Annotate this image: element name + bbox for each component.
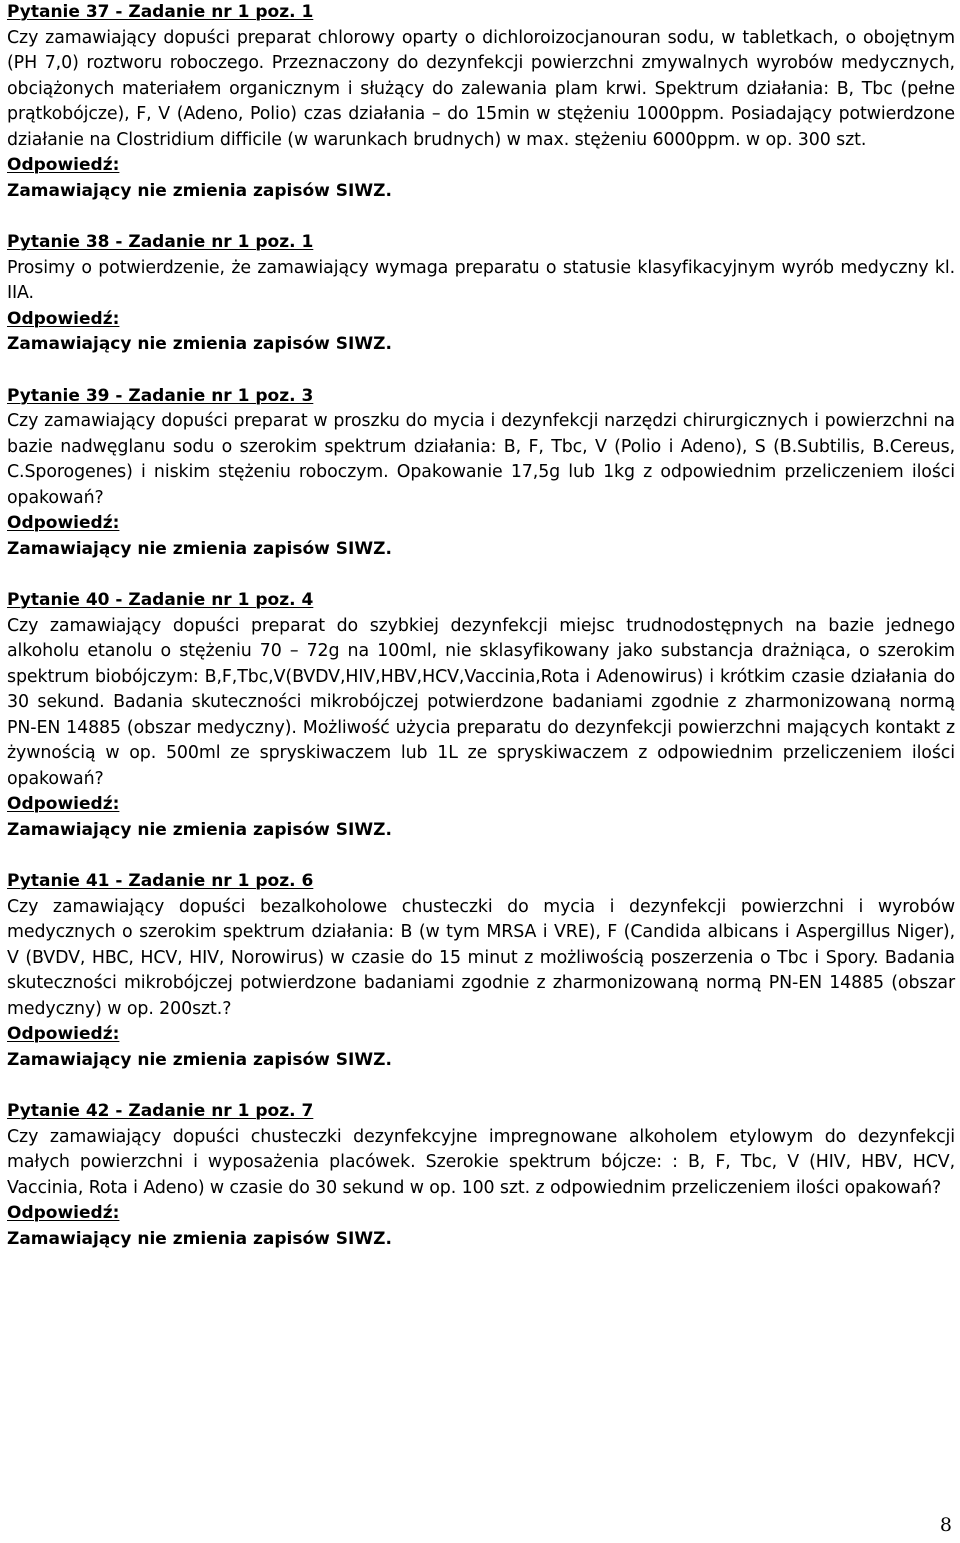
answer-label: Odpowiedź:	[7, 1203, 120, 1223]
answer-text: Zamawiający nie zmienia zapisów SIWZ.	[7, 334, 392, 354]
question-text: Czy zamawiający dopuści preparat w proszku do mycia i dezynfekcji narzędzi chirurgicznych i powierzchni na bazie nadwęglanu sodu o szerokim spektrum działania: B, F, Tbc, V (Polio i Adeno), S (B.Subtilis, B.Cereus, C.Sporogenes) i niskim stężeniu roboczym. Opakowanie 17,5g lub 1kg z odpowiednim przeliczeniem ilości opakowań?	[7, 411, 955, 508]
question-block-40	[7, 588, 955, 843]
question-text: Prosimy o potwierdzenie, że zamawiający wymaga preparatu o statusie klasyfikacyjnym wyrób medyczny kl. IIA.	[7, 257, 955, 303]
answer-label: Odpowiedź:	[7, 794, 120, 814]
question-block-42	[7, 1099, 955, 1252]
answer-label: Odpowiedź:	[7, 513, 120, 533]
question-text: Czy zamawiający dopuści chusteczki dezynfekcyjne impregnowane alkoholem etylowym do dezynfekcji małych powierzchni i wyposażenia placówek. Szerokie spektrum bójcze: : B, F, Tbc, V (HIV, HBV, HCV, Vaccinia, Rota i Adeno) w czasie do 30 sekund w op. 100 szt. z odpowiednim przeliczeniem ilości opakowań?	[7, 1126, 955, 1198]
answer-label: Odpowiedź:	[7, 155, 120, 175]
answer-text: Zamawiający nie zmienia zapisów SIWZ.	[7, 180, 392, 201]
answer-text: Zamawiający nie zmienia zapisów SIWZ.	[7, 1049, 392, 1070]
question-title: Pytanie 40 - Zadanie nr 1 poz. 4	[7, 590, 314, 610]
question-title: Pytanie 42 - Zadanie nr 1 poz. 7	[7, 1101, 314, 1121]
question-text: Czy zamawiający dopuści bezalkoholowe chusteczki do mycia i dezynfekcji powierzchni i wyrobów medycznych o szerokim spektrum działania: B (w tym MRSA i VRE), F (Candida albicans i Aspergillus Niger), V (BVDV, HBC, HCV, HIV, Norowirus) w czasie do 15 minut z możliwością poszerzenia o Tbc i Spory. Badania skuteczności mikrobójczej potwierdzone badaniami zgodnie z zharmonizowaną normą PN-EN 14885 (obszar medyczny) w op. 200szt.?	[7, 896, 955, 1019]
question-title: Pytanie 41 - Zadanie nr 1 poz. 6	[7, 871, 314, 891]
question-title: Pytanie 37 - Zadanie nr 1 poz. 1	[7, 2, 314, 22]
answer-text: Zamawiający nie zmienia zapisów SIWZ.	[7, 1228, 392, 1249]
question-block-41	[7, 869, 955, 1073]
answer-label: Odpowiedź:	[7, 1024, 120, 1044]
question-block-37	[7, 0, 955, 204]
answer-text: Zamawiający nie zmienia zapisów SIWZ.	[7, 819, 392, 840]
question-title: Pytanie 39 - Zadanie nr 1 poz. 3	[7, 385, 314, 406]
page-number: 8	[939, 1514, 952, 1536]
document-page	[7, 0, 955, 1278]
question-block-39	[7, 384, 955, 563]
question-block-38	[7, 230, 955, 358]
question-text: Czy zamawiający dopuści preparat chlorowy oparty o dichloroizocjanouran sodu, w tabletkach, o obojętnym (PH 7,0) roztworu roboczego. Przeznaczony do dezynfekcji powierzchni zmywalnych wyrobów medycznych, obciążonych materiałem organicznym i służący do zalewania plam krwi. Spektrum działania: B, Tbc (pełne prątkobójcze), F, V (Adeno, Polio) czas działania – do 15min w stężeniu 1000ppm. Posiadający potwierdzone działanie na Clostridium difficile (w warunkach brudnych) w max. stężeniu 6000ppm. w op. 300 szt.	[7, 27, 955, 150]
question-text: Czy zamawiający dopuści preparat do szybkiej dezynfekcji miejsc trudnodostępnych na bazie jednego alkoholu etanolu o stężeniu 70 – 72g na 100ml, nie sklasyfikowany jako substancja drażniąca, o szerokim spektrum biobójczym: B,F,Tbc,V(BVDV,HIV,HBV,HCV,Vaccinia,Rota i Adenowirus) i krótkim czasie działania do 30 sekund. Badania skuteczności mikrobójczej potwierdzone badaniami zgodnie z zharmonizowaną normą PN-EN 14885 (obszar medyczny). Możliwość użycia preparatu do dezynfekcji powierzchni mających kontakt z żywnością w op. 500ml ze spryskiwaczem lub 1L ze spryskiwaczem z odpowiednim przeliczeniem ilości opakowań?	[7, 615, 955, 789]
question-title: Pytanie 38 - Zadanie nr 1 poz. 1	[7, 232, 314, 252]
answer-text: Zamawiający nie zmienia zapisów SIWZ.	[7, 538, 392, 559]
answer-label: Odpowiedź:	[7, 308, 120, 329]
